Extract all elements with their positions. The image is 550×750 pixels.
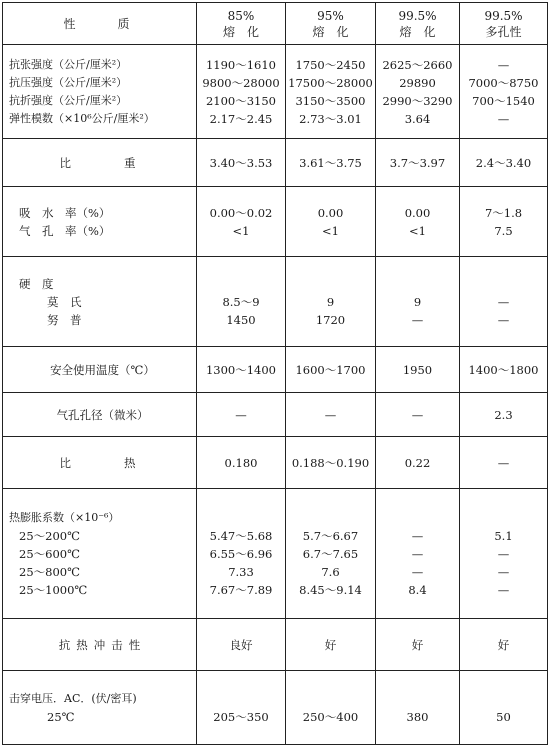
pore-row: [3, 393, 548, 437]
pore-c1: —: [197, 393, 286, 437]
mechanical-c2: 1750～2450 17500～28000 3150～3500 2.73～3.01: [286, 45, 376, 139]
specific-heat-label: 比 热: [3, 437, 197, 489]
shock-c1: 良好: [197, 619, 286, 671]
density-c3: 3.7～3.97: [376, 139, 460, 187]
breakdown-row: [3, 671, 548, 745]
specific-heat-row: [3, 437, 548, 489]
shock-c2: 好: [286, 619, 376, 671]
mechanical-row: [3, 45, 548, 139]
expansion-c3: — — — 8.4: [376, 489, 460, 619]
breakdown-c2: 250～400: [286, 671, 376, 745]
header-row: [3, 3, 548, 45]
header-col-1: 85% 熔 化: [197, 3, 286, 45]
hardness-c1: 8.5～9 1450: [197, 257, 286, 347]
breakdown-c4: 50: [460, 671, 548, 745]
hardness-c4: — —: [460, 257, 548, 347]
specific-heat-c1: 0.180: [197, 437, 286, 489]
hardness-row: [3, 257, 548, 347]
density-c4: 2.4～3.40: [460, 139, 548, 187]
breakdown-labels: 击穿电压．AC．(伏/密耳) 25℃: [3, 671, 197, 745]
shock-row: [3, 619, 548, 671]
safe-temp-c2: 1600～1700: [286, 347, 376, 393]
header-col-3: 99.5% 熔 化: [376, 3, 460, 45]
mechanical-c4: — 7000～8750 700～1540 —: [460, 45, 548, 139]
shock-label: 抗热冲击性: [3, 619, 197, 671]
safe-temp-label: 安全使用温度（℃）: [3, 347, 197, 393]
header-col-4: 99.5% 多孔性: [460, 3, 548, 45]
density-c1: 3.40～3.53: [197, 139, 286, 187]
shock-c3: 好: [376, 619, 460, 671]
specific-heat-c3: 0.22: [376, 437, 460, 489]
expansion-c2: 5.7～6.67 6.7～7.65 7.6 8.45～9.14: [286, 489, 376, 619]
shock-c4: 好: [460, 619, 548, 671]
pore-c2: —: [286, 393, 376, 437]
safe-temp-c1: 1300～1400: [197, 347, 286, 393]
specific-heat-c4: —: [460, 437, 548, 489]
pore-label: 气孔孔径（微米）: [3, 393, 197, 437]
expansion-c1: 5.47～5.68 6.55～6.96 7.33 7.67～7.89: [197, 489, 286, 619]
hardness-c2: 9 1720: [286, 257, 376, 347]
absorption-labels: 吸 水 率（%） 气 孔 率（%）: [3, 187, 197, 257]
pore-c4: 2.3: [460, 393, 548, 437]
absorption-row: [3, 187, 548, 257]
breakdown-c1: 205～350: [197, 671, 286, 745]
absorption-c1: 0.00～0.02 <1: [197, 187, 286, 257]
density-label: 比 重: [3, 139, 197, 187]
safe-temp-row: [3, 347, 548, 393]
density-c2: 3.61～3.75: [286, 139, 376, 187]
mechanical-c1: 1190～1610 9800～28000 2100～3150 2.17～2.45: [197, 45, 286, 139]
mechanical-c3: 2625～2660 29890 2990～3290 3.64: [376, 45, 460, 139]
mechanical-labels: 抗张强度（公斤/厘米²） 抗压强度（公斤/厘米²） 抗折强度（公斤/厘米²） 弹性模数（×10⁶公斤/厘米²）: [3, 45, 197, 139]
absorption-c2: 0.00 <1: [286, 187, 376, 257]
hardness-labels: 硬 度 莫 氏 努 普: [3, 257, 197, 347]
safe-temp-c3: 1950: [376, 347, 460, 393]
absorption-c3: 0.00 <1: [376, 187, 460, 257]
pore-c3: —: [376, 393, 460, 437]
absorption-c4: 7～1.8 7.5: [460, 187, 548, 257]
properties-table: [2, 2, 548, 745]
safe-temp-c4: 1400～1800: [460, 347, 548, 393]
breakdown-c3: 380: [376, 671, 460, 745]
expansion-labels: 热膨胀系数（×10⁻⁶） 25～200℃ 25～600℃ 25～800℃ 25～1000℃: [3, 489, 197, 619]
header-col-2: 95% 熔 化: [286, 3, 376, 45]
header-property: 性 质: [3, 3, 197, 45]
specific-heat-c2: 0.188～0.190: [286, 437, 376, 489]
density-row: [3, 139, 548, 187]
expansion-row: [3, 489, 548, 619]
hardness-c3: 9 —: [376, 257, 460, 347]
expansion-c4: 5.1 — — —: [460, 489, 548, 619]
